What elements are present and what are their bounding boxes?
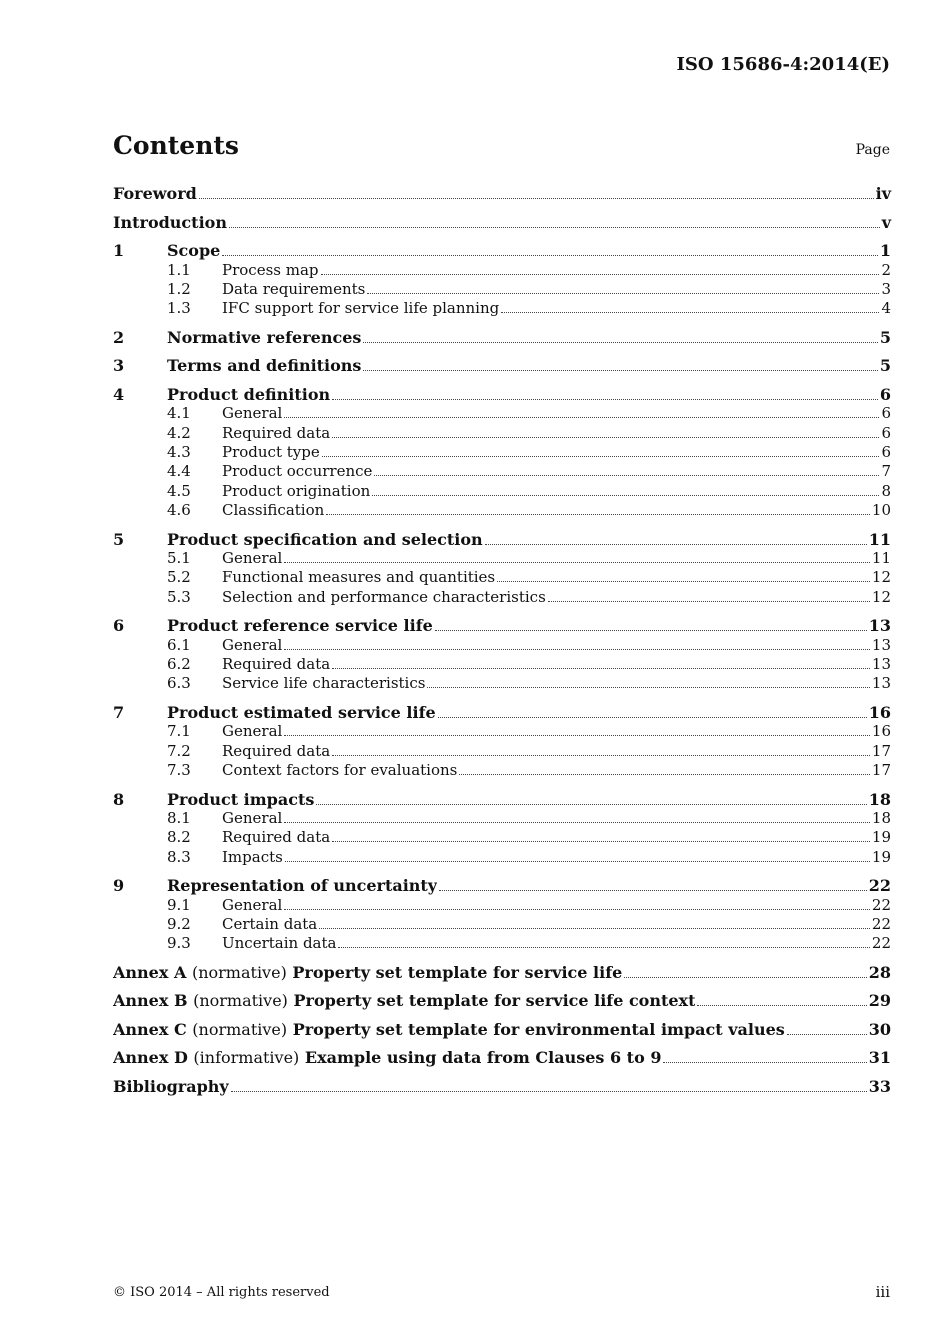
toc-entry[interactable] xyxy=(113,963,891,983)
dot-leader xyxy=(332,399,878,400)
dot-leader xyxy=(663,1062,866,1063)
toc-entry[interactable] xyxy=(113,1077,891,1097)
toc-entry-number: 5 xyxy=(113,529,125,549)
annex-kind: (normative) xyxy=(193,991,288,1011)
annex-kind: (normative) xyxy=(192,1019,288,1039)
dot-leader xyxy=(326,514,870,515)
toc-page-number: v xyxy=(881,212,891,232)
toc-entry-number: 7 xyxy=(113,702,125,722)
toc-page-number: 11 xyxy=(868,529,891,549)
dot-leader xyxy=(222,255,878,256)
dot-leader xyxy=(332,668,870,669)
dot-leader xyxy=(497,581,870,582)
toc-entry[interactable] xyxy=(113,1048,891,1068)
toc-subentry[interactable] xyxy=(113,915,891,934)
toc-entry-number: 5.1 xyxy=(167,549,191,568)
toc-entry[interactable] xyxy=(113,616,891,636)
toc-page-number: iv xyxy=(875,184,891,203)
toc-entry-title: Selection and performance characteristics xyxy=(222,587,546,606)
toc-entry-title: Introduction xyxy=(113,212,227,232)
dot-leader xyxy=(367,293,879,294)
toc-page-number: 13 xyxy=(871,635,891,654)
toc-entry-title: Product occurrence xyxy=(222,462,373,481)
toc-entry-title xyxy=(113,963,622,982)
dot-leader xyxy=(284,417,879,418)
toc-entry-title: Product estimated service life xyxy=(167,702,436,722)
toc-page-number: 17 xyxy=(871,741,891,760)
dot-leader xyxy=(787,1034,867,1035)
toc-entry-title: Required data xyxy=(222,828,331,847)
dot-leader xyxy=(485,544,867,545)
toc-entry[interactable] xyxy=(113,991,891,1011)
toc-entry-number: 7.1 xyxy=(167,722,191,741)
annex-label: Annex B xyxy=(113,991,188,1011)
toc-subentry[interactable] xyxy=(113,655,891,674)
toc-page-number: 13 xyxy=(871,655,891,674)
toc-entry-title: Process map xyxy=(222,260,319,279)
toc-page-number: 22 xyxy=(871,915,891,934)
toc-entry-title: Product type xyxy=(222,442,320,461)
toc-subentry[interactable] xyxy=(113,261,891,280)
toc-entry-number: 4.1 xyxy=(167,404,191,423)
toc-entry-title: General xyxy=(222,549,283,568)
dot-leader xyxy=(363,370,877,371)
toc-subentry[interactable] xyxy=(113,742,891,761)
dot-leader xyxy=(316,804,866,805)
toc-page-number: 13 xyxy=(868,616,891,636)
toc-subentry[interactable] xyxy=(113,848,891,867)
dot-leader xyxy=(427,687,869,688)
toc-subentry[interactable] xyxy=(113,280,891,299)
toc-subentry[interactable] xyxy=(113,934,891,953)
toc-entry-title: General xyxy=(222,635,283,654)
toc-entry-title: Product definition xyxy=(167,384,331,404)
page-column-label: Page xyxy=(855,142,890,158)
toc-entry-number: 7.3 xyxy=(167,761,191,780)
annex-title: Property set template for environmental impact values xyxy=(292,1019,785,1039)
dot-leader xyxy=(284,822,870,823)
toc-page-number: 19 xyxy=(871,847,891,866)
toc-entry[interactable] xyxy=(113,385,891,405)
dot-leader xyxy=(363,342,877,343)
toc-entry-number: 6.2 xyxy=(167,655,191,674)
toc-entry-number: 4 xyxy=(113,384,125,404)
toc-subentry[interactable] xyxy=(113,443,891,462)
toc-entry[interactable] xyxy=(113,241,891,261)
toc-page-number: 8 xyxy=(881,481,891,500)
toc-subentry[interactable] xyxy=(113,549,891,568)
toc-entry-title: Data requirements xyxy=(222,279,366,298)
dot-leader xyxy=(697,1005,866,1006)
toc-entry-number: 4.3 xyxy=(167,442,191,461)
toc-entry-number: 7.2 xyxy=(167,741,191,760)
toc-entry-number: 6 xyxy=(113,616,125,636)
toc-entry-number: 2 xyxy=(113,327,125,347)
toc-page-number: 28 xyxy=(868,962,891,982)
dot-leader xyxy=(284,562,870,563)
toc-page-number: 16 xyxy=(871,722,891,741)
toc-entry-title: Terms and definitions xyxy=(167,356,362,376)
toc-entry-number: 1 xyxy=(113,241,125,260)
toc-entry-number: 8.3 xyxy=(167,847,191,866)
toc-subentry[interactable] xyxy=(113,404,891,423)
toc-subentry[interactable] xyxy=(113,722,891,741)
toc-page-number: 10 xyxy=(871,501,891,520)
toc-entry-title: Normative references xyxy=(167,327,362,347)
toc-entry-title: Context factors for evaluations xyxy=(222,761,458,780)
toc-entry[interactable] xyxy=(113,184,891,204)
toc-entry[interactable] xyxy=(113,1020,891,1040)
toc-entry-title: Bibliography xyxy=(113,1076,229,1096)
toc-page-number: 18 xyxy=(868,789,891,809)
annex-kind: (normative) xyxy=(191,962,287,982)
dot-leader xyxy=(624,977,866,978)
toc-page-number: 6 xyxy=(881,423,891,442)
toc-page-number: 17 xyxy=(871,761,891,780)
toc-page-number: 30 xyxy=(868,1019,891,1039)
dot-leader xyxy=(284,649,870,650)
toc-entry-number: 8 xyxy=(113,789,125,809)
toc-page-number: 1 xyxy=(879,241,891,260)
copyright-notice: © ISO 2014 – All rights reserved xyxy=(113,1285,330,1300)
toc-entry-number: 4.5 xyxy=(167,481,191,500)
dot-leader xyxy=(438,717,867,718)
page-number: iii xyxy=(875,1283,890,1301)
toc-page-number: 7 xyxy=(881,462,891,481)
toc-page-number: 4 xyxy=(881,299,891,318)
dot-leader xyxy=(332,437,879,438)
toc-entry-title: IFC support for service life planning xyxy=(222,299,500,318)
dot-leader xyxy=(229,227,880,228)
toc-page-number: 33 xyxy=(868,1076,891,1096)
toc-page-number: 3 xyxy=(881,279,891,298)
toc-page-number: 5 xyxy=(879,327,891,347)
annex-label: Annex A xyxy=(113,962,187,982)
toc-subentry[interactable] xyxy=(113,636,891,655)
toc-entry-title: Impacts xyxy=(222,847,283,866)
toc-entry[interactable] xyxy=(113,356,891,376)
toc-page-number: 11 xyxy=(871,549,891,568)
toc-page-number: 6 xyxy=(881,442,891,461)
annex-kind: (informative) xyxy=(193,1048,300,1068)
dot-leader xyxy=(439,890,867,891)
toc-entry-title: Product reference service life xyxy=(167,616,433,636)
dot-leader xyxy=(319,928,870,929)
toc-entry-title: General xyxy=(222,809,283,828)
toc-subentry[interactable] xyxy=(113,462,891,481)
toc-page-number: 19 xyxy=(871,828,891,847)
toc-entry-number: 1.2 xyxy=(167,279,191,298)
toc-entry-title: General xyxy=(222,722,283,741)
toc-subentry[interactable] xyxy=(113,761,891,780)
toc-entry-title: Product impacts xyxy=(167,789,315,809)
toc-entry-number: 4.2 xyxy=(167,423,191,442)
toc-entry-title: Service life characteristics xyxy=(222,674,426,693)
toc-page-number: 22 xyxy=(871,934,891,953)
toc-entry-number: 8.2 xyxy=(167,828,191,847)
toc-entry[interactable] xyxy=(113,213,891,233)
toc-subentry[interactable] xyxy=(113,588,891,607)
toc-entry-number: 3 xyxy=(113,356,125,376)
dot-leader xyxy=(374,475,879,476)
toc-page-number: 13 xyxy=(871,674,891,693)
toc-subentry[interactable] xyxy=(113,896,891,915)
toc-entry-number: 6.1 xyxy=(167,635,191,654)
toc-page-number: 16 xyxy=(868,702,891,722)
toc-entry-title: General xyxy=(222,895,283,914)
toc-entry-title: Scope xyxy=(167,241,221,260)
dot-leader xyxy=(284,909,870,910)
dot-leader xyxy=(548,601,870,602)
toc-subentry[interactable] xyxy=(113,299,891,318)
toc-entry-number: 5.3 xyxy=(167,587,191,606)
toc-subentry[interactable] xyxy=(113,482,891,501)
table-of-contents xyxy=(113,184,891,1096)
toc-entry[interactable] xyxy=(113,790,891,810)
annex-label: Annex C xyxy=(113,1019,187,1039)
toc-subentry[interactable] xyxy=(113,809,891,828)
toc-entry-number: 9 xyxy=(113,876,125,896)
toc-entry-title: Product specification and selection xyxy=(167,529,483,549)
toc-entry-title: Uncertain data xyxy=(222,934,337,953)
dot-leader xyxy=(332,841,870,842)
toc-entry-number: 4.4 xyxy=(167,462,191,481)
toc-entry-number: 9.1 xyxy=(167,895,191,914)
dot-leader xyxy=(332,755,870,756)
toc-subentry[interactable] xyxy=(113,568,891,587)
toc-page-number: 29 xyxy=(868,991,891,1011)
toc-entry-number: 1.3 xyxy=(167,299,191,318)
contents-heading: Contents xyxy=(113,131,240,160)
annex-title: Example using data from Clauses 6 to 9 xyxy=(304,1048,662,1068)
toc-page-number: 22 xyxy=(871,895,891,914)
dot-leader xyxy=(231,1091,867,1092)
toc-entry-title: Classification xyxy=(222,501,325,520)
toc-entry-title xyxy=(113,1020,785,1039)
toc-subentry[interactable] xyxy=(113,828,891,847)
toc-entry[interactable] xyxy=(113,876,891,896)
dot-leader xyxy=(199,198,874,199)
toc-entry-title: Functional measures and quantities xyxy=(222,568,496,587)
toc-page-number: 22 xyxy=(868,876,891,896)
toc-entry-title: Required data xyxy=(222,741,331,760)
toc-entry-number: 8.1 xyxy=(167,809,191,828)
toc-entry-title: General xyxy=(222,404,283,423)
toc-page-number: 12 xyxy=(871,568,891,587)
dot-leader xyxy=(321,274,880,275)
toc-entry-number: 6.3 xyxy=(167,674,191,693)
toc-entry-number: 4.6 xyxy=(167,501,191,520)
toc-entry-number: 5.2 xyxy=(167,568,191,587)
toc-entry-title: Foreword xyxy=(113,184,197,203)
dot-leader xyxy=(459,774,870,775)
toc-page-number: 31 xyxy=(868,1048,891,1068)
toc-entry-title: Product origination xyxy=(222,481,371,500)
toc-page-number: 5 xyxy=(879,356,891,376)
annex-label: Annex D xyxy=(113,1048,188,1068)
annex-title: Property set template for service life xyxy=(292,962,623,982)
dot-leader xyxy=(285,861,870,862)
document-id: ISO 15686-4:2014(E) xyxy=(676,54,890,75)
toc-entry-number: 9.3 xyxy=(167,934,191,953)
toc-page-number: 18 xyxy=(871,809,891,828)
toc-entry-title: Required data xyxy=(222,423,331,442)
toc-entry[interactable] xyxy=(113,530,891,550)
toc-subentry[interactable] xyxy=(113,674,891,693)
dot-leader xyxy=(435,630,867,631)
toc-page-number: 12 xyxy=(871,587,891,606)
toc-page-number: 6 xyxy=(879,384,891,404)
toc-page-number: 6 xyxy=(881,404,891,423)
dot-leader xyxy=(338,947,869,948)
toc-entry-number: 9.2 xyxy=(167,915,191,934)
dot-leader xyxy=(372,495,879,496)
toc-subentry[interactable] xyxy=(113,424,891,443)
dot-leader xyxy=(284,735,870,736)
toc-entry-title: Certain data xyxy=(222,915,318,934)
toc-entry[interactable] xyxy=(113,703,891,723)
toc-entry-number: 1.1 xyxy=(167,260,191,279)
toc-entry[interactable] xyxy=(113,328,891,348)
annex-title: Property set template for service life context xyxy=(293,991,696,1011)
toc-subentry[interactable] xyxy=(113,501,891,520)
toc-entry-title xyxy=(113,991,695,1010)
toc-entry-title: Representation of uncertainty xyxy=(167,876,438,896)
dot-leader xyxy=(501,312,879,313)
dot-leader xyxy=(322,456,880,457)
toc-entry-title xyxy=(113,1048,661,1067)
toc-page-number: 2 xyxy=(881,260,891,279)
toc-entry-title: Required data xyxy=(222,655,331,674)
